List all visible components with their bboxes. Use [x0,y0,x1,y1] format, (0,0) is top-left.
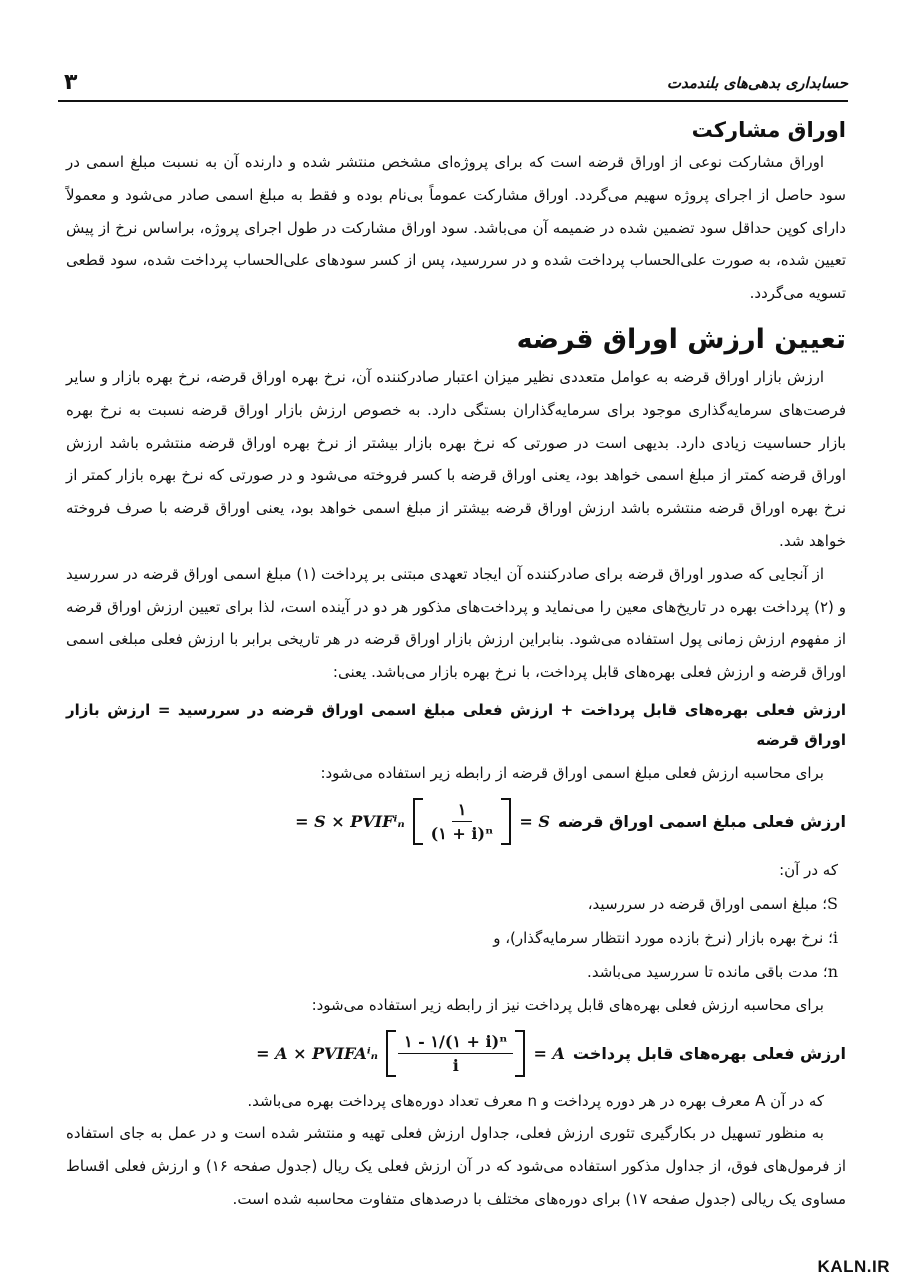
formula2-bracket [386,1030,525,1077]
formula2-rhs: = A × PVIFAⁱₙ [256,1043,378,1063]
page-header [58,70,848,102]
where-label: که در آن: [779,860,838,879]
formula-pv-face [66,798,846,845]
definition-text: ؛ نرخ بهره بازار (نرخ بازده مورد انتظار سرمایه‌گذار)، و [493,928,833,947]
formula1-fraction [425,800,500,843]
paragraph-market-value: ارزش بازار اوراق قرضه به عوامل متعددی نظیر میزان اعتبار صادرکننده آن، نرخ بهره اوراق قرضه، نرخ بهره بازار و سایر فرصت‌های سرمایه‌گذاری موجود برای سرمایه‌گذاران بستگی دارد. به خصوص ارزش بازار اوراق قرضه نسبت به نرخ بهره بازار حساسیت زیادی دارد. بدیهی است در صورتی که نرخ بهره بازار بیشتر از نرخ بهره اوراق قرضه منتشره باشد ارزش اوراق قرضه کمتر از مبلغ اسمی خواهد بود، یعنی اوراق قرضه با کسر فروخته می‌شود و در صورتی که نرخ بهره بازار کمتر از نرخ بهره اوراق قرضه منتشره باشد ارزش اوراق قرضه بیشتر از مبلغ اسمی خواهد بود، یعنی اوراق قرضه با صرف فروخته خواهد شد. [66,367,846,550]
running-title: حسابداری بدهی‌های بلندمدت [666,74,848,92]
formula1-denominator: (۱ + i)ⁿ [430,823,494,843]
definition-n [66,955,838,989]
paragraph-time-value: از آنجایی که صدور اوراق قرضه برای صادرکننده آن ایجاد تعهدی مبتنی بر پرداخت (۱) مبلغ اسمی اوراق قرضه در سررسید و (۲) پرداخت بهره در تاریخ‌های معین را می‌نماید و پرداخت‌های مذکور هر دو در آینده است، لذا برای تعیین ارزش اوراق قرضه از مفهوم ارزش زمانی پول استفاده می‌شود. بنابراین ارزش بازار اوراق قرضه در هر تاریخی برابر با ارزش فعلی مبلغی اسمی اوراق قرضه و ارزش فعلی بهره‌های قابل پرداخت، با نرخ بهره بازار می‌باشد. یعنی: [66,564,846,682]
definition-symbol: S [827,893,838,913]
definition-s [66,887,838,921]
formula2-denominator: i [452,1055,459,1075]
formula-pv-interest [66,1030,846,1077]
definition-symbol: i [832,927,838,947]
intro-pv-face: برای محاسبه ارزش فعلی مبلغ اسمی اوراق قرضه از رابطه زیر استفاده می‌شود: [320,763,824,782]
intro-pv-interest: برای محاسبه ارزش فعلی بهره‌های قابل پرداخت نیز از رابطه زیر استفاده می‌شود: [311,995,824,1014]
formula1-rhs: = S × PVIFⁱₙ [295,811,405,831]
definition-text: ؛ مبلغ اسمی اوراق قرضه در سررسید، [587,894,828,913]
formula1-numerator: ۱ [452,800,473,822]
formula2-numerator: ۱ - ۱/(۱ + i)ⁿ [398,1032,513,1054]
paragraph-tables: به منظور تسهیل در بکارگیری تئوری ارزش فعلی، جداول ارزش فعلی تهیه و منتشر شده است و در عمل به جای استفاده از فرمول‌های فوق، از جداول مذکور استفاده می‌شود که در آن ارزش فعلی یک ریال (جدول صفحه ۱۶) و ارزش فعلی اقساط مساوی یک ریالی (جدول صفحه ۱۷) برای دوره‌های مختلف با درصدهای متفاوت محاسبه شده است. [66,1124,846,1208]
formula1-lhs: ارزش فعلی مبلغ اسمی اوراق قرضه [557,811,846,831]
definition-text: ؛ مدت باقی مانده تا سررسید می‌باشد. [587,962,828,981]
section-heading-bond-valuation: تعیین ارزش اوراق قرضه [516,323,846,355]
page-content [66,112,846,1216]
watermark: KALN.IR [817,1257,890,1276]
formula1-eq1: = S [519,811,550,831]
formula2-note: که در آن A معرف بهره در هر دوره پرداخت و n معرف تعداد دوره‌های پرداخت بهره می‌باشد. [247,1091,824,1110]
page-number: ۳ [64,70,78,95]
section-heading-participation-bonds: اوراق مشارکت [691,118,846,142]
definition-symbol: n [827,961,838,981]
formula2-eq1: = A [533,1043,565,1063]
definition-i [66,921,838,955]
paragraph-participation-bonds: اوراق مشارکت نوعی از اوراق قرضه است که برای پروژه‌ای مشخص منتشر شده و دارنده آن به نسبت مبلغ اسمی در سود حاصل از اجرای پروژه سهیم می‌گردد. اوراق مشارکت عموماً بی‌نام بوده و فقط به مبلغ اسمی صادر می‌شود و معمولاً دارای کوپن حداقل سود تضمین شده در ضمیمه آن می‌باشد. سود اوراق مشارکت در طول اجرای پروژه، براساس نرخ از پیش تعیین شده، به صورت علی‌الحساب پرداخت شده و در سررسید، پس از کسر سودهای علی‌الحساب پرداخت شده، سود قطعی تسویه می‌گردد. [66,153,846,303]
formula1-bracket [413,798,512,845]
valuation-identity: ارزش فعلی بهره‌های قابل پرداخت + ارزش فعلی مبلغ اسمی اوراق قرضه در سررسید = ارزش بازار اوراق قرضه [66,700,846,749]
formula2-fraction [398,1032,513,1075]
formula2-lhs: ارزش فعلی بهره‌های قابل پرداخت [572,1043,846,1063]
